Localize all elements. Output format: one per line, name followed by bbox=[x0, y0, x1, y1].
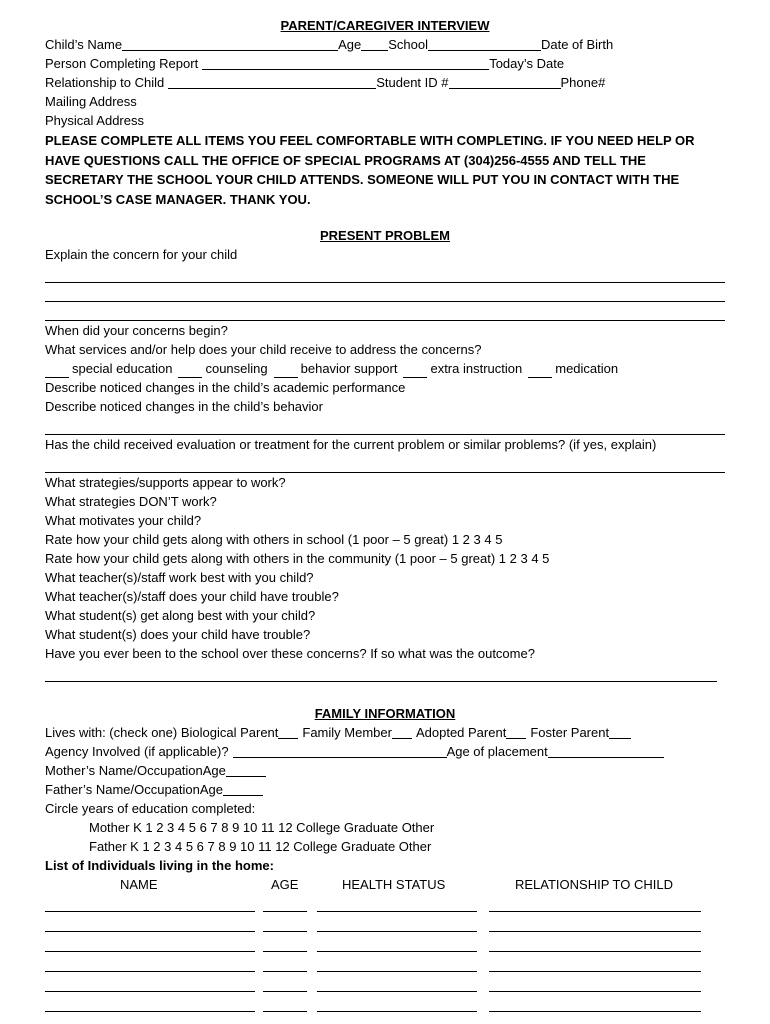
mother-age-label: Age bbox=[202, 763, 226, 778]
education-label: Circle years of education completed: bbox=[45, 801, 256, 816]
teacher-best-label: What teacher(s)/staff work best with you child? bbox=[45, 570, 314, 585]
health-field[interactable] bbox=[317, 910, 477, 912]
age-field[interactable] bbox=[263, 970, 307, 972]
relationship-field[interactable] bbox=[489, 1010, 701, 1012]
student-best-row bbox=[45, 606, 725, 625]
table-row bbox=[45, 954, 725, 974]
physical-row bbox=[45, 111, 725, 130]
instructions-notice: PLEASE COMPLETE ALL ITEMS YOU FEEL COMFORTABLE WITH COMPLETING. IF YOU NEED HELP OR HAVE QUESTIONS CALL THE OFFICE OF SPECIAL PROGRAMS AT (304)256-4555 AND TELL THE SECRETARY THE SCHOOL YOUR CHILD ATTENDS. SOMEONE WILL PUT YOU IN CONTACT WITH THE SCHOOL’S CASE MANAGER. THANK YOU. bbox=[45, 133, 695, 207]
when-row bbox=[45, 321, 725, 340]
adopted-parent-label: Adopted Parent bbox=[415, 725, 507, 740]
age-field[interactable] bbox=[263, 990, 307, 992]
age-field[interactable] bbox=[263, 1010, 307, 1012]
dont-row bbox=[45, 492, 725, 511]
col-name: NAME bbox=[120, 877, 158, 892]
childs-name-row bbox=[45, 35, 725, 54]
evaluation-line-2[interactable] bbox=[45, 454, 725, 473]
age-placement-label: Age of placement bbox=[446, 744, 548, 759]
physical-label: Physical Address bbox=[45, 113, 144, 128]
mailing-label: Mailing Address bbox=[45, 94, 137, 109]
rate-community-label: Rate how your child gets along with others in the community (1 poor – 5 great) 1 2 3 4 5 bbox=[45, 551, 550, 566]
relationship-row bbox=[45, 73, 725, 92]
household-table-header bbox=[45, 875, 725, 894]
agency-row bbox=[45, 742, 725, 761]
relationship-field[interactable] bbox=[489, 990, 701, 992]
mailing-row bbox=[45, 92, 725, 111]
foster-parent-check[interactable] bbox=[609, 724, 631, 739]
form-title: PARENT/CAREGIVER INTERVIEW bbox=[280, 18, 490, 33]
school-visit-label: Have you ever been to the school over these concerns? If so what was the outcome? bbox=[45, 646, 535, 661]
lives-with-row bbox=[45, 723, 725, 742]
agency-label: Agency Involved (if applicable)? bbox=[45, 744, 229, 759]
dob-label: Date of Birth bbox=[540, 37, 614, 52]
school-field[interactable] bbox=[428, 36, 541, 51]
school-label: School bbox=[388, 37, 428, 52]
col-age: AGE bbox=[271, 877, 299, 892]
father-label: Father’s Name/Occupation bbox=[45, 782, 200, 797]
name-field[interactable] bbox=[45, 910, 255, 912]
name-field[interactable] bbox=[45, 950, 255, 952]
student-trouble-row bbox=[45, 625, 725, 644]
evaluation-label: Has the child received evaluation or treatment for the current problem or similar problems? (if yes, explain) bbox=[45, 437, 657, 452]
explain-label: Explain the concern for your child bbox=[45, 247, 238, 262]
rate-school-row[interactable] bbox=[45, 530, 725, 549]
adopted-parent-check[interactable] bbox=[506, 724, 526, 739]
teacher-trouble-label: What teacher(s)/staff does your child have trouble? bbox=[45, 589, 339, 604]
age-label: Age bbox=[338, 37, 362, 52]
family-info-heading: FAMILY INFORMATION bbox=[314, 706, 456, 721]
relationship-field[interactable] bbox=[489, 930, 701, 932]
behavior-label: Describe noticed changes in the child’s behavior bbox=[45, 399, 323, 414]
father-age-label: Age bbox=[199, 782, 224, 797]
lives-with-label: Lives with: (check one) Biological Parent bbox=[45, 725, 279, 740]
age-field[interactable] bbox=[263, 910, 307, 912]
explain-line-2[interactable] bbox=[45, 264, 725, 283]
school-visit-line-2[interactable] bbox=[45, 663, 717, 682]
father-row bbox=[45, 780, 725, 799]
explain-line-4[interactable] bbox=[45, 302, 725, 321]
academic-label: Describe noticed changes in the child’s academic performance bbox=[45, 380, 406, 395]
rate-community-row[interactable] bbox=[45, 549, 725, 568]
behavior-support-check[interactable] bbox=[274, 364, 298, 378]
motivates-label: What motivates your child? bbox=[45, 513, 202, 528]
special-education-label: special education bbox=[72, 361, 173, 376]
rate-school-label: Rate how your child gets along with others in school (1 poor – 5 great) 1 2 3 4 5 bbox=[45, 532, 503, 547]
motivates-row bbox=[45, 511, 725, 530]
table-row bbox=[45, 894, 725, 914]
person-completing-row bbox=[45, 54, 725, 73]
behavior-support-label: behavior support bbox=[300, 361, 398, 376]
student-id-field[interactable] bbox=[449, 74, 561, 89]
mother-label: Mother’s Name/Occupation bbox=[45, 763, 203, 778]
student-best-label: What student(s) get along best with your child? bbox=[45, 608, 316, 623]
phone-label: Phone# bbox=[560, 75, 606, 90]
biological-parent-check[interactable] bbox=[278, 724, 298, 739]
health-field[interactable] bbox=[317, 950, 477, 952]
family-member-check[interactable] bbox=[392, 724, 412, 739]
todays-date-label: Today’s Date bbox=[489, 56, 565, 71]
childs-name-label: Child’s Name bbox=[45, 37, 123, 52]
col-relationship: RELATIONSHIP TO CHILD bbox=[515, 877, 673, 892]
name-field[interactable] bbox=[45, 990, 255, 992]
dont-label: What strategies DON’T work? bbox=[45, 494, 217, 509]
when-label: When did your concerns begin? bbox=[45, 323, 228, 338]
teacher-trouble-row bbox=[45, 587, 725, 606]
explain-row bbox=[45, 245, 725, 264]
student-id-label: Student ID # bbox=[376, 75, 449, 90]
person-completing-label: Person Completing Report bbox=[45, 56, 199, 71]
health-field[interactable] bbox=[317, 1010, 477, 1012]
present-problem-heading: PRESENT PROBLEM bbox=[319, 228, 450, 243]
student-trouble-label: What student(s) does your child have trouble? bbox=[45, 627, 311, 642]
table-row bbox=[45, 934, 725, 954]
academic-row bbox=[45, 378, 725, 397]
explain-line-3[interactable] bbox=[45, 283, 725, 302]
father-education-label: Father K 1 2 3 4 5 6 7 8 9 10 11 12 College Graduate Other bbox=[89, 839, 432, 854]
household-list-label: List of Individuals living in the home: bbox=[45, 858, 274, 873]
father-education-row[interactable] bbox=[45, 837, 725, 856]
relationship-field[interactable] bbox=[489, 970, 701, 972]
mother-age-field[interactable] bbox=[226, 762, 266, 777]
health-field[interactable] bbox=[317, 970, 477, 972]
mother-row bbox=[45, 761, 725, 780]
services-row bbox=[45, 340, 725, 359]
counseling-label: counseling bbox=[205, 361, 268, 376]
special-education-check[interactable] bbox=[45, 364, 69, 378]
extra-instruction-label: extra instruction bbox=[430, 361, 523, 376]
household-list-row bbox=[45, 856, 725, 875]
health-field[interactable] bbox=[317, 930, 477, 932]
name-field[interactable] bbox=[45, 1010, 255, 1012]
name-field[interactable] bbox=[45, 970, 255, 972]
mother-education-label: Mother K 1 2 3 4 5 6 7 8 9 10 11 12 College Graduate Other bbox=[89, 820, 435, 835]
age-field[interactable] bbox=[361, 36, 388, 51]
evaluation-row bbox=[45, 435, 725, 454]
agency-field[interactable] bbox=[233, 743, 447, 758]
relationship-field[interactable] bbox=[489, 910, 701, 912]
age-field[interactable] bbox=[263, 930, 307, 932]
counseling-check[interactable] bbox=[178, 364, 202, 378]
childs-name-field[interactable] bbox=[122, 36, 338, 51]
table-row bbox=[45, 994, 725, 1014]
age-placement-field[interactable] bbox=[548, 743, 664, 758]
relationship-field[interactable] bbox=[168, 74, 376, 89]
school-visit-row bbox=[45, 644, 725, 663]
work-row bbox=[45, 473, 725, 492]
household-table bbox=[45, 894, 725, 1014]
family-member-label: Family Member bbox=[302, 725, 392, 740]
teacher-best-row bbox=[45, 568, 725, 587]
father-age-field[interactable] bbox=[223, 781, 263, 796]
name-field[interactable] bbox=[45, 930, 255, 932]
work-label: What strategies/supports appear to work? bbox=[45, 475, 286, 490]
person-completing-field[interactable] bbox=[202, 55, 489, 70]
extra-instruction-check[interactable] bbox=[403, 364, 427, 378]
table-row bbox=[45, 914, 725, 934]
table-row bbox=[45, 974, 725, 994]
medication-check[interactable] bbox=[528, 364, 552, 378]
education-row bbox=[45, 799, 725, 818]
services-options-row bbox=[45, 359, 725, 378]
mother-education-row[interactable] bbox=[45, 818, 725, 837]
services-label: What services and/or help does your child receive to address the concerns? bbox=[45, 342, 482, 357]
relationship-label: Relationship to Child bbox=[45, 75, 165, 90]
interview-form bbox=[45, 16, 725, 1014]
foster-parent-label: Foster Parent bbox=[530, 725, 610, 740]
age-field[interactable] bbox=[263, 950, 307, 952]
behavior-line-2[interactable] bbox=[45, 416, 725, 435]
relationship-field[interactable] bbox=[489, 950, 701, 952]
medication-label: medication bbox=[555, 361, 619, 376]
behavior-row bbox=[45, 397, 725, 416]
col-health: HEALTH STATUS bbox=[342, 877, 446, 892]
health-field[interactable] bbox=[317, 990, 477, 992]
